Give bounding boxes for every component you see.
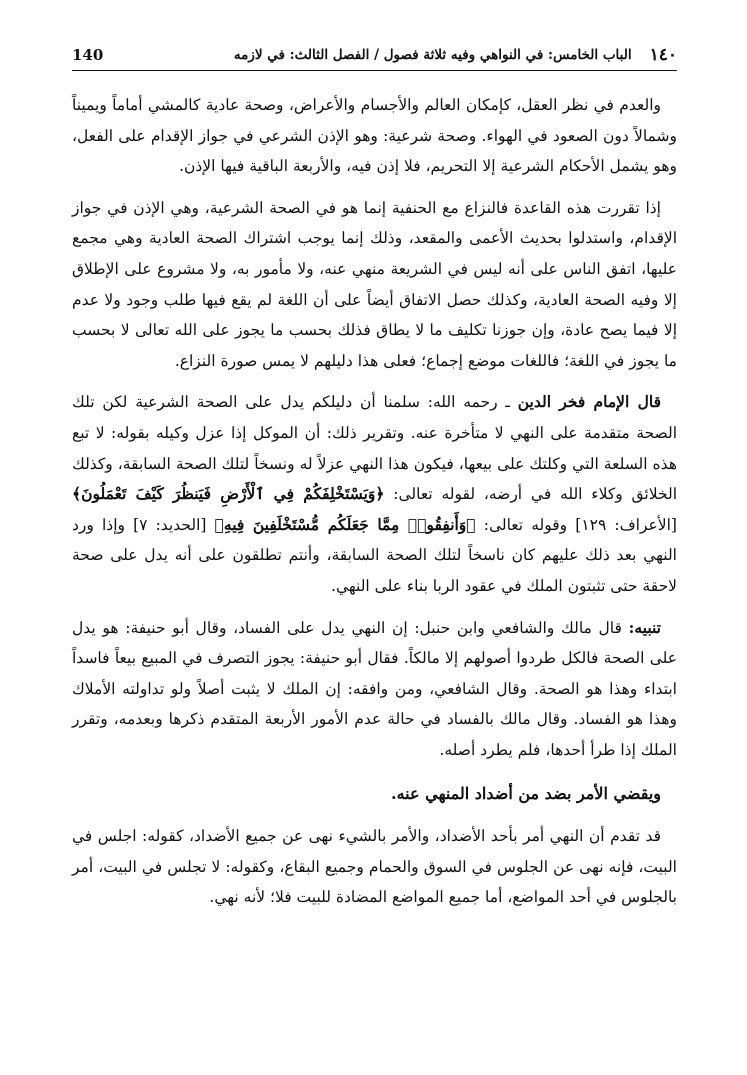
paragraph-3-text-b: [الأعراف: ١٢٩] وقوله تعالى: <box>475 515 677 534</box>
paragraph-2: إذا تقررت هذه القاعدة فالنزاع مع الحنفية إنما هو في الصحة الشرعية، وهي الإذن في جواز الإقدام، واستدلوا بحديث الأعمى والمقعد، وذلك إنما يوجب اشتراك الصحة العادية وهي مجمع عليها، اتفق الناس على أنه ليس في الشريعة منهي عنه، ولا مأمور به، ولا مشروع على الإطلاق إلا وفيه الصحة العادية، وكذلك حصل الاتفاق أيضاً على أن اللغة لم يقع فيها طلب وجود ولا عدم إلا فيما يصح عادة، وإن جوزنا تكليف ما لا يطاق فذلك بحسب ما يجوز على الله تعالى لا بحسب ما يجوز في اللغة؛ فاللغات موضع إجماع؛ فعلى هذا دليلهم لا يمس صورة النزاع. <box>72 198 677 370</box>
page-header <box>72 40 677 71</box>
page-number-arabic: ١٤٠ <box>649 45 677 65</box>
paragraph-5: قد تقدم أن النهي أمر بأحد الأضداد، والأمر بالشيء نهى عن جميع الأضداد، كقوله: اجلس في البيت، فإنه نهى عن الجلوس في السوق والحمام وجميع البقاع، وكقوله: لا تجلس في البيت، أمر بالجلوس في أحد المواضع، أما جميع المواضع المضادة للبيت فلا؛ لأنه نهي. <box>72 827 677 907</box>
paragraph-3-lead: قال الإمام فخر الدين <box>517 392 661 412</box>
quran-verse-1: ﴿وَيَسْتَخْلِفَكُمْ فِي ٱلْأَرْضِ فَيَنظُرَ كَيْفَ تَعْمَلُونَ﴾ <box>72 484 385 504</box>
running-title: الباب الخامس: في النواهي وفيه ثلاثة فصول / الفصل الثالث: في لازمه <box>233 47 632 63</box>
quran-verse-2: ﴿وَأَنفِقُوا۟ مِمَّا جَعَلَكُم مُّسْتَخْلَفِينَ فِيهِ﴾ <box>214 514 476 534</box>
paragraph-1: والعدم في نظر العقل، كإمكان العالم والأجسام والأعراض، وصحة عادية كالمشي أماماً ويميناً وشمالاً دون الصعود في الهواء. وصحة شرعية: وهو الإذن الشرعي في جواز الإقدام على الفعل، وهو يشمل الأحكام الشرعية إلا التحريم، فلا إذن فيه، والأربعة الباقية فيها الإذن. <box>72 96 677 176</box>
paragraph-4-lead: تنبيه: <box>628 617 661 637</box>
running-header-group <box>234 45 677 65</box>
paragraph-4 <box>72 613 677 766</box>
paragraph-3-text-c: [الحديد: ٧] وإذا ورد النهي بعد ذلك عليهم كان ناسخاً لتلك الصحة السابقة، وأنتم تطلقون على أنه يدل على صحة لاحقة حتى تثبتون الملك في عقود الربا بناء على النهي. <box>72 515 677 595</box>
paragraph-3 <box>72 387 677 601</box>
paragraph-4-text: قال مالك والشافعي وابن حنبل: إن النهي يدل على الفساد، وقال أبو حنيفة: هو يدل على الصحة فالكل طردوا أصولهم إلا مالكاً. فقال أبو حنيفة: يجوز التصرف في المبيع بيعاً فاسداً ابتداء وهذا هو الصحة. وقال الشافعي، ومن وافقه: إن الملك لا يثبت أصلاً ولو تداولته الأملاك وهذا هو الفساد. وقال مالك بالفساد في حالة عدم الأمور الأربعة المتقدم ذكرها وبعدمه، وتقرر الملك إذا طرأ أحدها، فلم يطرد أصله. <box>72 618 677 759</box>
page-body <box>72 90 677 913</box>
page-number-latin: 140 <box>72 46 104 64</box>
section-heading: ويقضي الأمر بضد من أضداد المنهي عنه. <box>391 784 661 804</box>
paragraph-3-text-a: ـ رحمه الله: سلمنا أن دليلكم يدل على الصحة الشرعية لكن تلك الصحة متقدمة على النهي لا متأخرة عنه. وتقرير ذلك: أن الموكل إذا عزل وكيله بقوله: لا تبع هذه السلعة التي وكلتك على بيعها، فيكون هذا النهي عزلاً له ونسخاً لتلك الصحة السابقة، وكذلك الخلائق وكلاء الله في أرضه، لقوله تعالى: <box>72 393 677 504</box>
